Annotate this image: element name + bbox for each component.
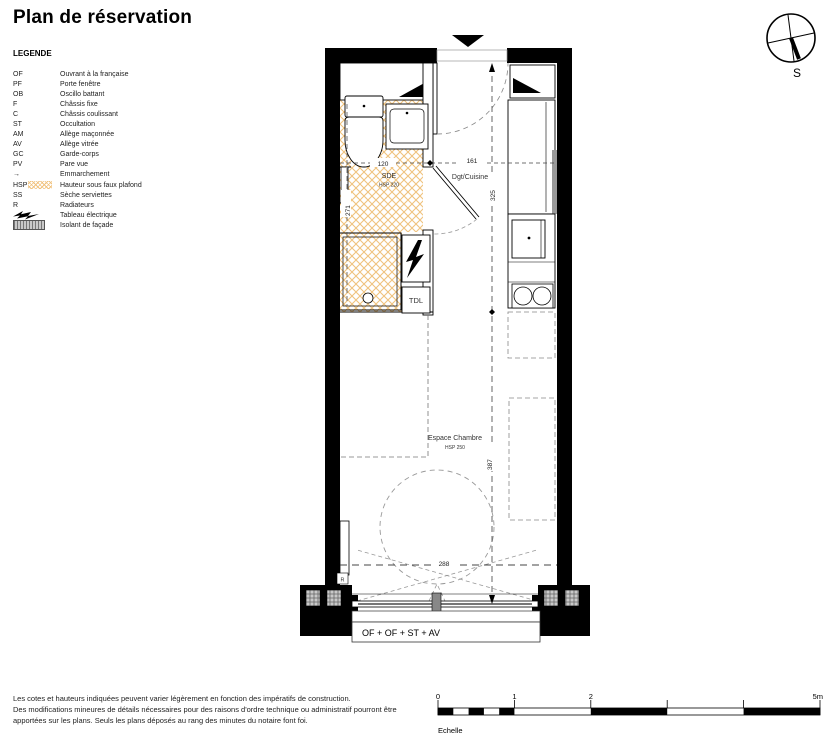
legend-item-ss <box>13 190 273 200</box>
compass-rose-icon <box>767 14 815 62</box>
kitchen-hob <box>512 284 553 308</box>
kitchen-closet <box>510 65 555 98</box>
legend-item-tableau-electrique <box>13 210 273 220</box>
scale-bar <box>430 686 830 743</box>
legend-item-am <box>13 130 273 140</box>
legend-item-of <box>13 69 273 79</box>
sde-hsp-label: HSP 220 <box>379 182 399 189</box>
legend-label: Tableau électrique <box>60 211 117 219</box>
legend-abbr: ST <box>13 121 22 129</box>
south-label: S <box>792 66 802 80</box>
legend-label: Radiateurs <box>60 201 94 209</box>
kitchen-tall-unit <box>508 100 557 214</box>
disclaimer-line: apportées sur les plans. Seuls les plans déposés au rang des minutes du notaire font foi. <box>13 716 308 725</box>
electrical-panel <box>402 235 430 282</box>
washbasin <box>386 104 428 149</box>
chambre-label: Espace Chambre <box>427 435 483 442</box>
legend-abbr: R <box>13 201 19 209</box>
disclaimer <box>13 693 397 726</box>
dim-sde-width: 120 <box>377 161 389 168</box>
legend-abbr: C <box>13 110 19 118</box>
entry-closet-left <box>340 63 430 100</box>
legend-item-st <box>13 119 273 129</box>
window-mullion <box>432 593 441 612</box>
kitchen-dashed-unit <box>508 312 555 358</box>
sde-label: SDE <box>381 173 397 180</box>
legend-label: Garde-corps <box>60 151 99 159</box>
legend-label: Isolant de façade <box>60 221 114 229</box>
legend-abbr: F <box>13 100 18 108</box>
legend-abbr: OF <box>13 70 23 78</box>
legend-label: Allège vitrée <box>60 141 99 149</box>
dgt-cuisine-label: Dgt/Cuisine <box>451 174 489 181</box>
legend-abbr: PV <box>13 161 23 169</box>
dim-window-width: 288 <box>438 561 450 568</box>
electrical-bolt-icon <box>13 210 60 220</box>
tdl-label: TDL <box>408 296 424 305</box>
legend-label: Ouvrant à la française <box>60 70 129 78</box>
window <box>352 593 540 642</box>
floor-plan <box>296 33 594 655</box>
legend-label: Occultation <box>60 121 96 129</box>
legend-item-r <box>13 200 273 210</box>
legend-item-gc <box>13 150 273 160</box>
entrance-arrow-icon <box>452 35 484 47</box>
legend-label: Oscillo battant <box>60 90 105 98</box>
legend-abbr: AM <box>13 131 24 139</box>
legend-label: Emmarchement <box>60 171 110 179</box>
disclaimer-line: Des modifications mineures de détails nécessaires pour des raisons d'ordre technique ou administratif pourront être <box>13 705 397 714</box>
legend-item-ob <box>13 89 273 99</box>
legend-label: Châssis fixe <box>60 100 98 108</box>
hsp-hatch-icon <box>28 181 52 189</box>
legend-abbr: AV <box>13 141 22 149</box>
dim-dgt-width: 161 <box>466 158 478 165</box>
toilet <box>345 96 383 167</box>
scale-tick-1: 1 <box>512 692 517 701</box>
scale-tick-0: 0 <box>435 692 441 701</box>
entry-door <box>433 50 508 134</box>
legend-label: Hauteur sous faux plafond <box>60 181 142 189</box>
legend-label: Châssis coulissant <box>60 110 118 118</box>
legend-item-av <box>13 140 273 150</box>
chambre-hsp-label: HSP 250 <box>445 445 465 451</box>
legend-item-f <box>13 99 273 109</box>
radiator-label: R <box>340 577 345 584</box>
scale-label: Echelle <box>438 726 463 735</box>
legend-abbr <box>13 181 60 189</box>
legend-heading: LEGENDE <box>13 49 52 58</box>
page-title: Plan de réservation <box>13 7 193 28</box>
legend-label: Allège maçonnée <box>60 131 115 139</box>
legend-abbr: OB <box>13 90 24 98</box>
dim-chambre-depth: 387 <box>487 459 494 470</box>
legend-label: Sèche serviettes <box>60 191 112 199</box>
scale-tick-5m: 5m <box>812 692 823 701</box>
dim-upper-depth: 325 <box>490 190 497 201</box>
scale-segments <box>438 708 820 715</box>
compass <box>763 8 825 93</box>
legend-item-pv <box>13 160 273 170</box>
furniture-dashed-outline <box>509 398 555 520</box>
tdl-box <box>402 287 430 313</box>
legend-label: Porte fenêtre <box>60 80 101 88</box>
legend <box>13 49 273 231</box>
legend-item-hsp <box>13 180 273 190</box>
legend-abbr: PF <box>13 80 22 88</box>
legend-abbr: SS <box>13 191 23 199</box>
entry-door-leaf <box>433 63 437 134</box>
legend-item-pf <box>13 79 273 89</box>
window-composition-label: OF + OF + ST + AV <box>362 628 440 638</box>
legend-label: Pare vue <box>60 161 89 169</box>
hsp-text: HSP <box>13 181 28 189</box>
scale-tick-2: 2 <box>588 692 593 701</box>
legend-abbr: GC <box>13 151 24 159</box>
legend-item-isolant <box>13 220 273 230</box>
legend-item-c <box>13 109 273 119</box>
dim-sde-height: 271 <box>345 205 352 216</box>
legend-item-emmarchement <box>13 170 273 180</box>
shower-drain-icon <box>363 293 373 303</box>
entry-door-swing <box>437 63 508 134</box>
insulation-hatch-icon <box>13 220 60 230</box>
disclaimer-line: Les cotes et hauteurs indiquées peuvent varier légèrement en fonction des impératifs de construction. <box>13 694 351 703</box>
chambre-zone-boundary <box>340 315 428 457</box>
step-arrow-icon: → <box>13 171 20 179</box>
